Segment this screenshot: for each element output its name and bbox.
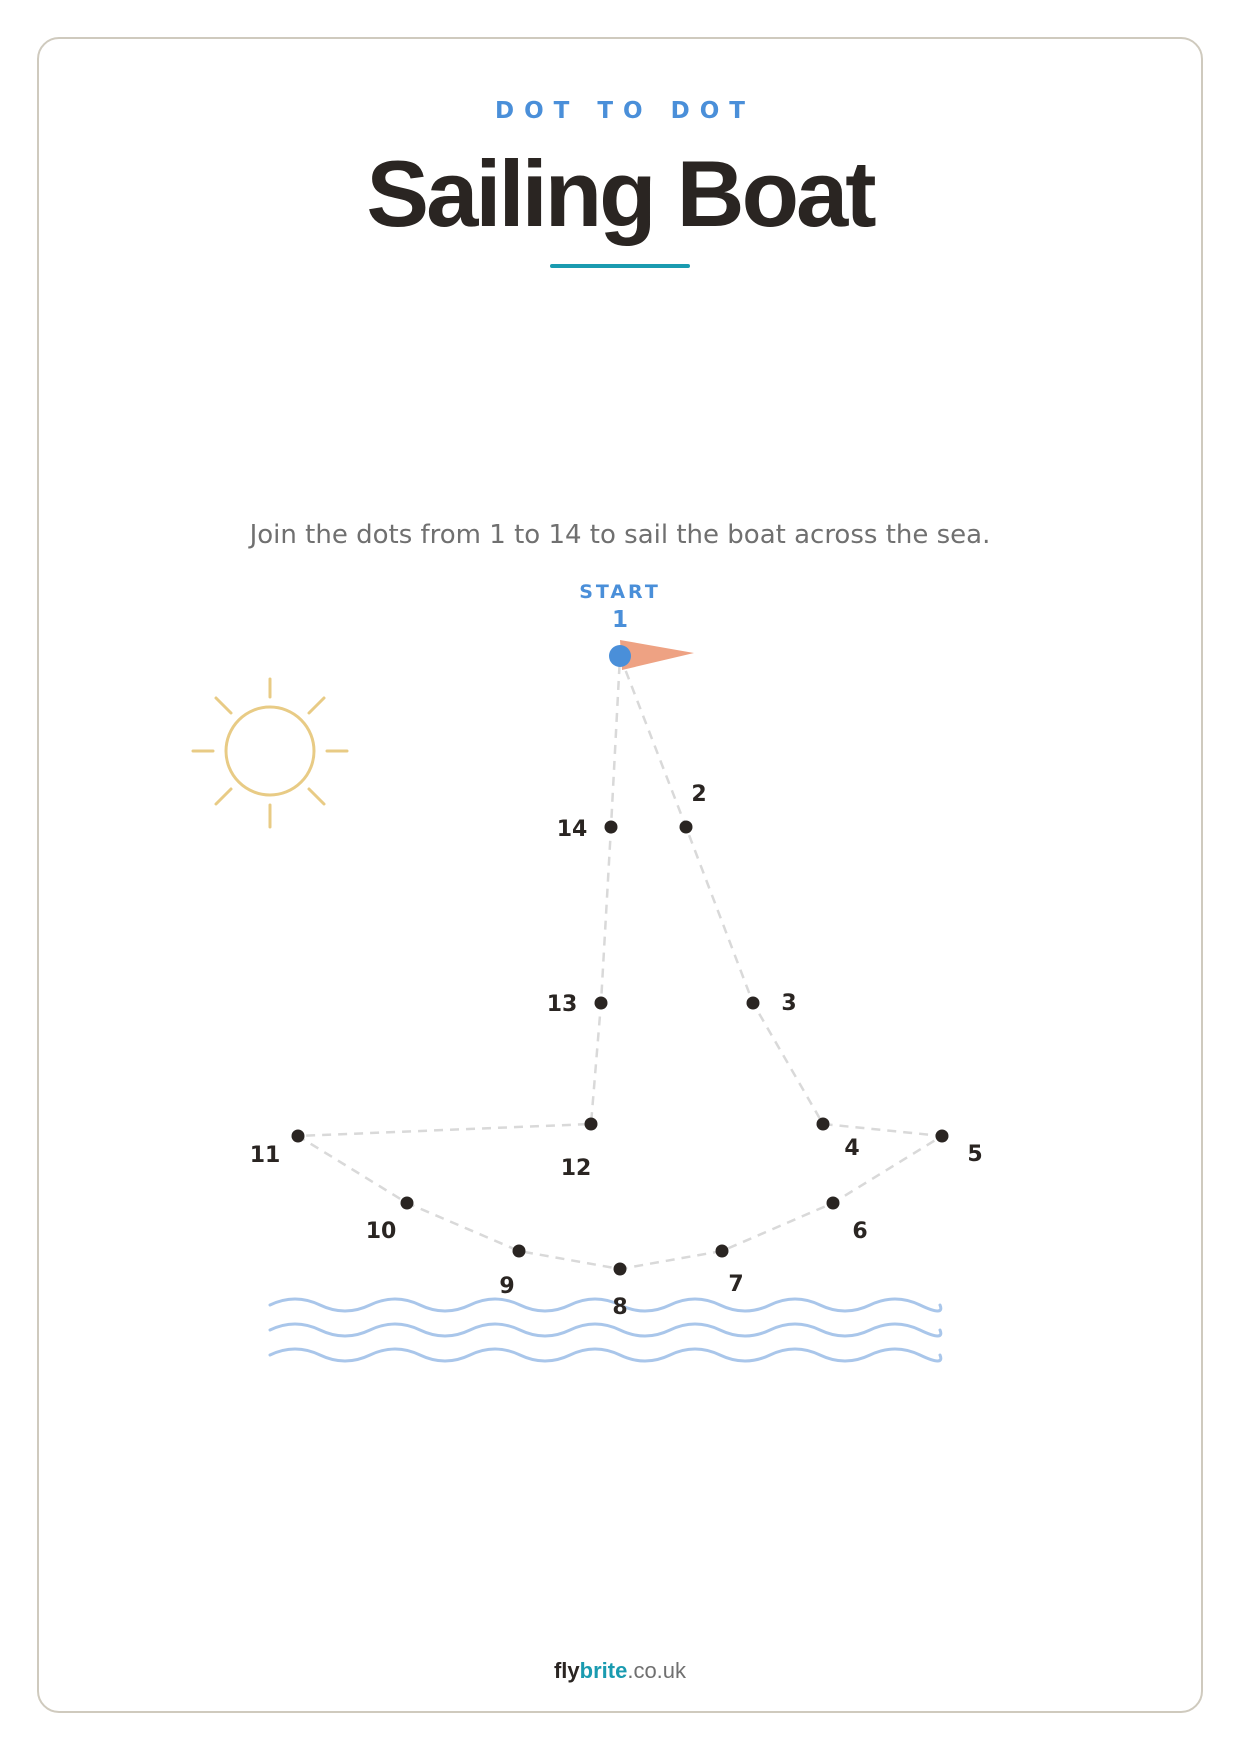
dot-number-12: 12	[560, 1156, 592, 1181]
dot-number-9: 9	[499, 1274, 515, 1299]
start-label: START	[579, 581, 661, 603]
dot-number-7: 7	[728, 1272, 744, 1297]
dot-number-14: 14	[556, 817, 588, 842]
dot-number-13: 13	[546, 992, 578, 1017]
dot-6[interactable]	[827, 1197, 840, 1210]
brand-name-part-2: brite	[579, 1658, 628, 1683]
dot-number-5: 5	[967, 1142, 983, 1167]
dot-2[interactable]	[680, 821, 693, 834]
dot-number-6: 6	[852, 1219, 868, 1244]
footer-brand	[0, 1658, 1240, 1684]
sun-icon	[193, 679, 347, 827]
flag-icon	[620, 640, 694, 670]
dot-number-8: 8	[612, 1295, 628, 1320]
dot-number-2: 2	[691, 782, 707, 807]
dot-4[interactable]	[817, 1118, 830, 1131]
sea-waves	[270, 1299, 941, 1361]
dot-number-4: 4	[844, 1136, 860, 1161]
dot-5[interactable]	[936, 1130, 949, 1143]
instructions-text: Join the dots from 1 to 14 to sail the boat across the sea.	[249, 520, 991, 550]
brand-domain: .co.uk	[627, 1658, 687, 1683]
dot-12[interactable]	[585, 1118, 598, 1131]
dot-3[interactable]	[747, 997, 760, 1010]
dot-1[interactable]	[609, 645, 631, 667]
dot-9[interactable]	[513, 1245, 526, 1258]
dot-8[interactable]	[614, 1263, 627, 1276]
page-title: Sailing Boat	[366, 141, 874, 246]
dot-13[interactable]	[595, 997, 608, 1010]
guide-path	[298, 656, 942, 1269]
dot-number-10: 10	[365, 1219, 397, 1244]
brand-name-part-1: fly	[553, 1658, 580, 1683]
dot-11[interactable]	[292, 1130, 305, 1143]
dot-number-11: 11	[249, 1143, 281, 1168]
dot-number-3: 3	[781, 991, 797, 1016]
dot-number-1: 1	[611, 607, 629, 633]
activity-type-label: DOT TO DOT	[495, 98, 755, 124]
dot-10[interactable]	[401, 1197, 414, 1210]
dot-7[interactable]	[716, 1245, 729, 1258]
dot-14[interactable]	[605, 821, 618, 834]
